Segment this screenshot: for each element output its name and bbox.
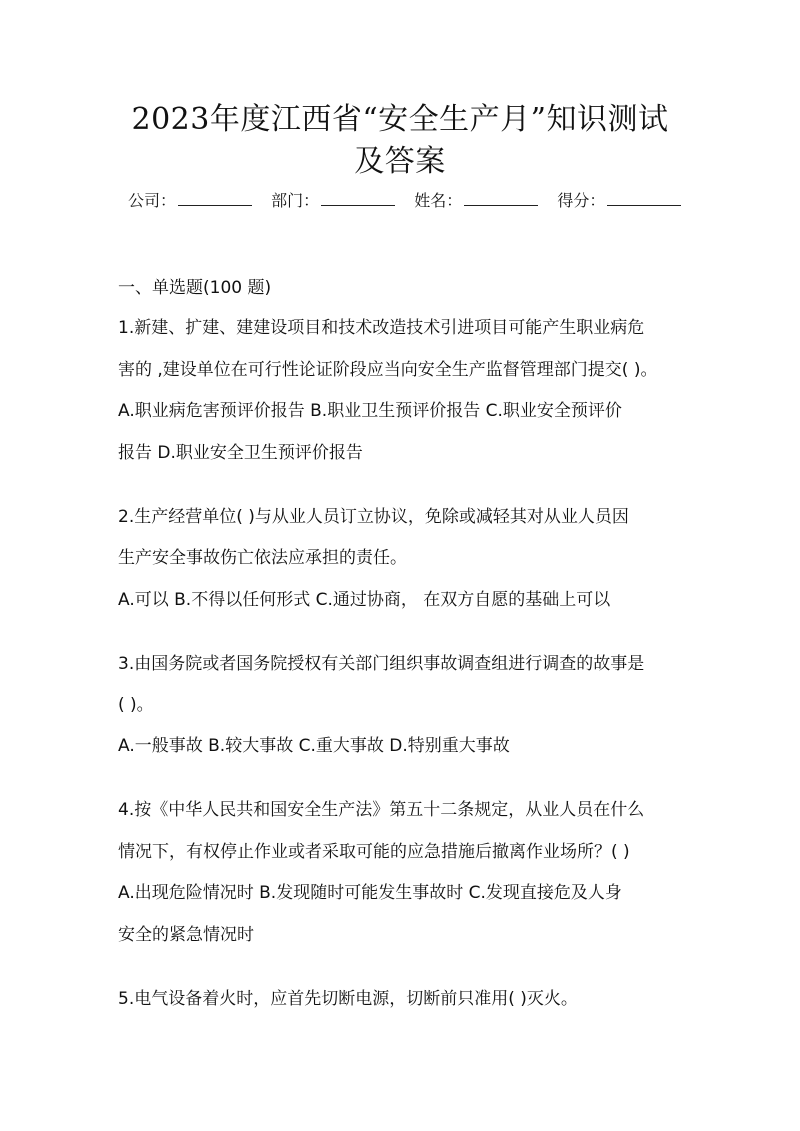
question-3-options: A.一般事故 B.较大事故 C.重大事故 D.特别重大事故 [118,736,510,756]
question-4-options-line-2: 安全的紧急情况时 [118,925,254,945]
question-5-line-1: 5.电气设备着火时，应首先切断电源，切断前只准用( )灭火。 [118,989,578,1009]
department-blank [321,191,395,206]
doc-title-line-1: 2023年度江西省“安全生产月”知识测试 [131,102,669,137]
header-info-fields [128,190,695,212]
question-1-options-line-1: A.职业病危害预评价报告 B.职业卫生预评价报告 C.职业安全预评价 [118,401,622,421]
question-3-line-1: 3.由国务院或者国务院授权有关部门组织事故调查组进行调查的故事是 [118,654,645,674]
section-heading: 一、单选题(100 题) [118,278,272,298]
question-4-line-2: 情况下，有权停止作业或者采取可能的应急措施后撤离作业场所？( ) [118,842,630,862]
question-3-line-2: ( )。 [118,695,154,715]
score-label: 得分： [557,191,606,210]
company-blank [178,191,252,206]
question-2-line-1: 2.生产经营单位( )与从业人员订立协议，免除或减轻其对从业人员因 [118,507,629,527]
score-field [557,191,681,210]
name-label: 姓名： [414,191,463,210]
question-1-line-1: 1.新建、扩建、建建设项目和技术改造技术引进项目可能产生职业病危 [118,318,645,338]
question-1-options-line-2: 报告 D.职业安全卫生预评价报告 [118,443,363,463]
name-blank [464,191,538,206]
name-field [414,191,543,210]
question-4-line-1: 4.按《中华人民共和国安全生产法》第五十二条规定，从业人员在什么 [118,800,645,820]
company-label: 公司： [128,191,177,210]
score-blank [607,191,681,206]
department-label: 部门： [271,191,320,210]
question-2-options: A.可以 B.不得以任何形式 C.通过协商， 在双方自愿的基础上可以 [118,590,611,610]
question-2-line-2: 生产安全事故伤亡依法应承担的责任。 [118,548,407,568]
company-field [128,191,257,210]
department-field [271,191,400,210]
question-1-line-2: 害的 ,建设单位在可行性论证阶段应当向安全生产监督管理部门提交( )。 [118,360,658,380]
doc-title-line-2: 及答案 [354,144,446,179]
question-4-options-line-1: A.出现危险情况时 B.发现随时可能发生事故时 C.发现直接危及人身 [118,883,622,903]
